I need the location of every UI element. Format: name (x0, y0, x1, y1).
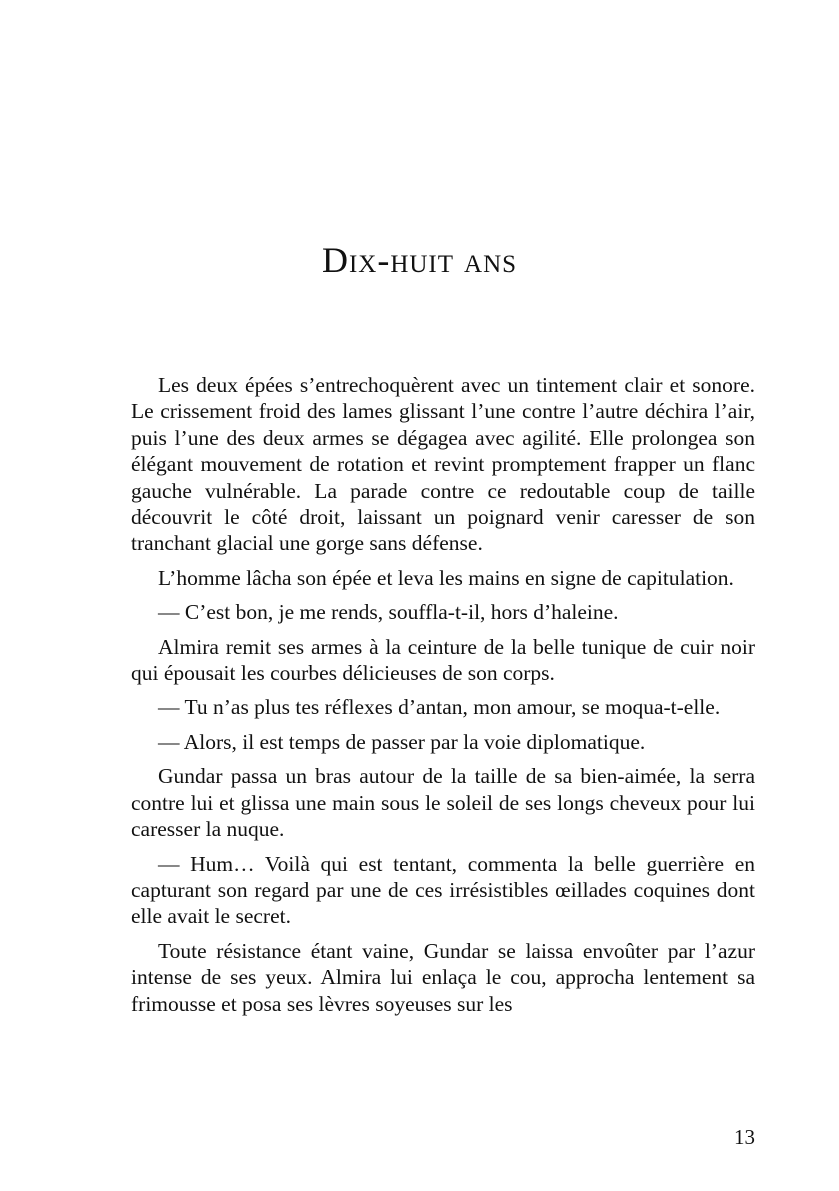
paragraph: Gundar passa un bras autour de la taille de sa bien-aimée, la serra contre lui et glissa une main sous le soleil de ses longs cheveux pour lui caresser la nuque. (131, 764, 755, 842)
chapter-body (131, 372, 755, 1017)
page-number: 13 (734, 1125, 755, 1149)
chapter-title: Dix-huit ans (321, 240, 518, 280)
paragraph: Almira remit ses armes à la ceinture de la belle tunique de cuir noir qui épousait les courbes délicieuses de son corps. (131, 634, 755, 686)
paragraph: — Hum… Voilà qui est tentant, commenta la belle guerrière en capturant son regard par une de ces irrésistibles œillades coquines dont elle avait le secret. (131, 851, 755, 929)
paragraph: — Alors, il est temps de passer par la voie diplomatique. (158, 729, 646, 754)
paragraph: — C’est bon, je me rends, souffla-t-il, hors d’haleine. (158, 600, 619, 625)
paragraph: L’homme lâcha son épée et leva les mains en signe de capitulation. (158, 565, 734, 590)
paragraph: Toute résistance étant vaine, Gundar se laissa envoûter par l’azur intense de ses yeux. Almira lui enlaça le cou, approcha lentement sa frimousse et posa ses lèvres soyeuses sur les (131, 938, 755, 1016)
paragraph: — Tu n’as plus tes réflexes d’antan, mon amour, se moqua-t-elle. (158, 695, 721, 720)
paragraph: Les deux épées s’entrechoquèrent avec un tintement clair et sonore. Le crissement froid des lames glissant l’une contre l’autre déchira l’air, puis l’une des deux armes se dégagea avec agilité. Elle prolongea son élégant mouvement de rotation et revint promptement frapper un flanc gauche vulnérable. La parade contre ce redoutable coup de taille découvrit le côté droit, laissant un poignard venir caresser de son tranchant glacial une gorge sans défense. (131, 373, 755, 556)
